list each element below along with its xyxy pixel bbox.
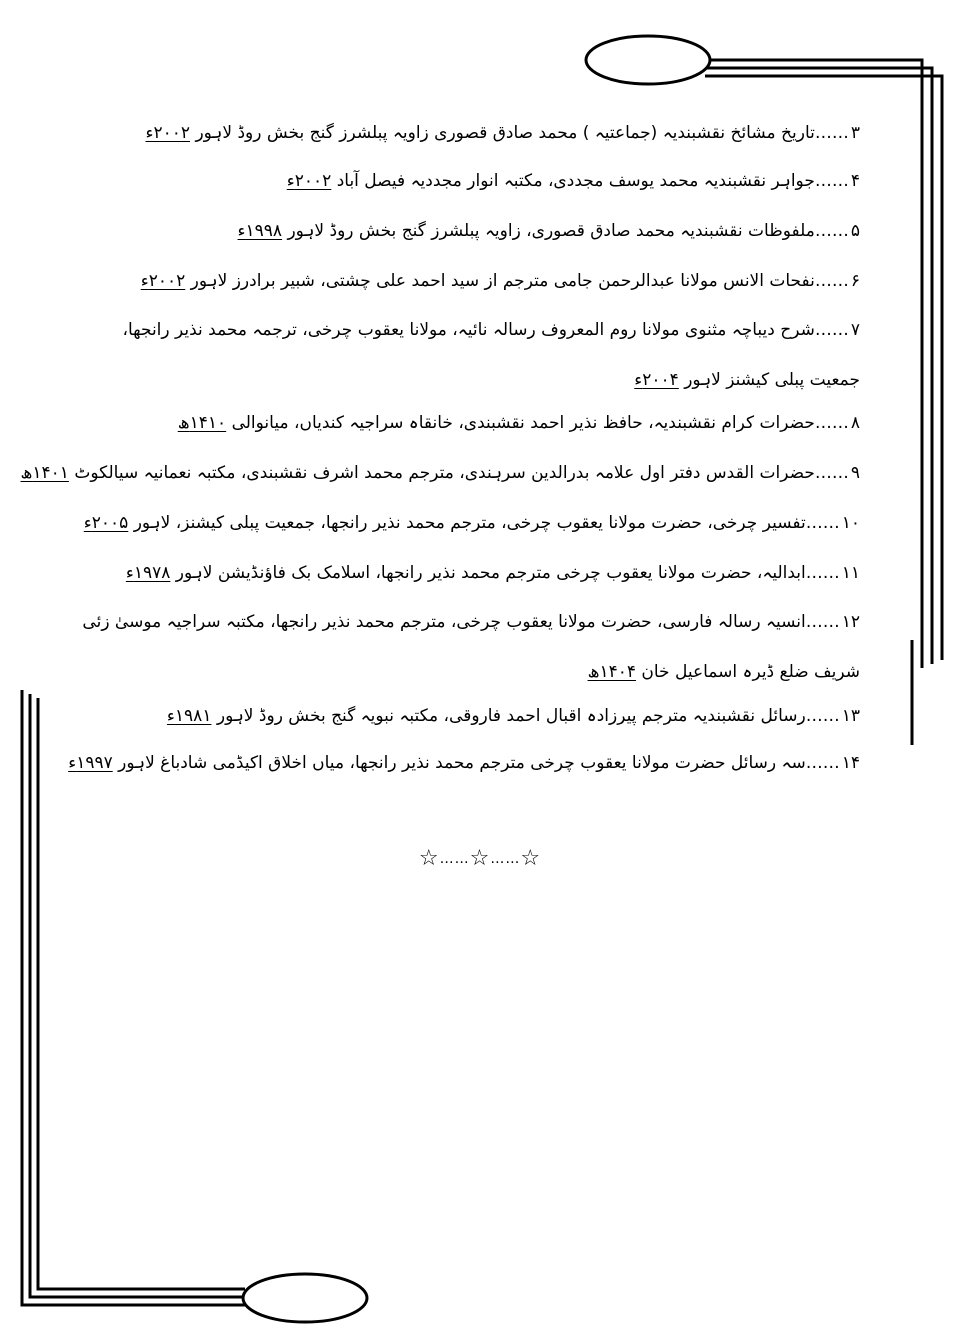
list-item <box>287 168 860 194</box>
list-item <box>126 560 860 586</box>
leader-dots: …… <box>805 706 840 726</box>
entry-year: ۲۰۰۴ء <box>634 370 679 390</box>
entry-year: ۲۰۰۵ء <box>83 513 129 533</box>
star-icon: ☆ <box>469 846 491 871</box>
entry-text: تاریخ مشائخ نقشبندیہ (جماعتیہ ) محمد صادق قصوری زاویہ پبلشرز گنج بخش روڈ لاہور <box>195 123 815 143</box>
leader-dots: …… <box>805 612 840 632</box>
entry-number: ۴ <box>850 171 860 191</box>
entry-text: سہ رسائل حضرت مولانا یعقوب چرخی مترجم محمد نذیر رانجھا، میاں اخلاق اکیڈمی شادباغ لاہور <box>118 753 806 773</box>
entry-number: ۶ <box>850 271 860 291</box>
entry-year: ۱۹۹۸ء <box>237 221 283 241</box>
entry-year: ۲۰۰۲ء <box>286 171 332 191</box>
list-item <box>84 510 860 536</box>
list-item <box>70 597 860 697</box>
entry-number: ۱۱ <box>841 563 860 583</box>
leader-dots: …… <box>814 123 849 143</box>
list-item <box>141 268 860 294</box>
entry-year: ۱۹۸۱ء <box>166 706 212 726</box>
entry-number: ۵ <box>850 221 860 241</box>
entry-number: ۱۰ <box>841 513 860 533</box>
leader-dots: …… <box>814 221 849 241</box>
ornament-dots: …… <box>490 851 521 867</box>
leader-dots: …… <box>814 463 849 483</box>
entry-number: ۹ <box>850 463 860 483</box>
leader-dots: …… <box>805 563 840 583</box>
bottom-ornament-oval <box>243 1274 367 1322</box>
entry-year: ۱۹۹۷ء <box>68 753 113 773</box>
entry-text: تفسیر چرخی، حضرت مولانا یعقوب چرخی، مترجم محمد نذیر رانجھا، جمعیت پبلی کیشنز، لاہور <box>133 513 806 533</box>
star-icon: ☆ <box>418 846 440 871</box>
entry-text: ملفوظات نقشبندیہ محمد صادق قصوری، زاویہ پبلشرز گنج بخش روڈ لاہور <box>287 221 815 241</box>
entry-text: نفحات الانس مولانا عبدالرحمن جامی مترجم از سید احمد علی چشتی، شبیر برادرز لاہور <box>190 271 815 291</box>
entry-number: ۱۳ <box>841 706 860 726</box>
entry-text: انسیہ رسالہ فارسی، حضرت مولانا یعقوب چرخی، مترجم محمد نذیر رانجھا، مکتبہ سراجیہ موسیٰ زئی شریف ضلع ڈیرہ اسماعیل خان <box>82 612 860 682</box>
list-item <box>68 750 860 776</box>
list-item <box>21 460 860 486</box>
entry-text: شرح دیباچہ مثنوی مولانا روم المعروف رسالہ نائیہ، مولانا یعقوب چرخی، ترجمہ محمد نذیر رانجھا، جمعیت پبلی کیشنز لاہور <box>122 320 860 390</box>
entry-text: حضرات کرام نقشبندیہ، حافظ نذیر احمد نقشبندی، خانقاہ سراجیہ کندیاں، میانوالی <box>231 413 815 433</box>
entry-number: ۷ <box>850 320 860 340</box>
top-ornament-oval <box>586 36 710 84</box>
entry-text: ابدالیہ، حضرت مولانا یعقوب چرخی مترجم محمد نذیر رانجھا، اسلامک بک فاؤنڈیشن لاہور <box>175 563 806 583</box>
list-item <box>178 410 860 436</box>
leader-dots: …… <box>814 320 849 340</box>
entry-year: ۲۰۰۲ء <box>145 123 191 143</box>
entry-number: ۳ <box>850 123 860 143</box>
list-item <box>146 120 861 146</box>
list-item <box>238 218 860 244</box>
entry-year: ۲۰۰۲ء <box>140 271 186 291</box>
entry-text: رسائل نقشبندیہ مترجم پیرزادہ اقبال احمد فاروقی، مکتبہ نبویہ گنج بخش روڈ لاہور <box>216 706 806 726</box>
leader-dots: …… <box>814 271 849 291</box>
entry-number: ۱۲ <box>841 612 860 632</box>
entry-year: ۱۹۷۸ء <box>125 563 171 583</box>
list-item <box>70 305 860 405</box>
leader-dots: …… <box>814 171 849 191</box>
list-item <box>167 703 860 729</box>
ornament-dots: …… <box>439 851 470 867</box>
entry-year: ۱۴۰۱ھ <box>20 463 69 483</box>
entry-year: ۱۴۱۰ھ <box>177 413 227 433</box>
leader-dots: …… <box>814 413 849 433</box>
leader-dots: …… <box>805 753 840 773</box>
entry-year: ۱۴۰۴ھ <box>587 662 636 682</box>
entry-text: حضرات القدس دفتر اول علامہ بدرالدین سرہندی، مترجم محمد اشرف نقشبندی، مکتبہ نعمانیہ سیالکوٹ <box>74 463 815 483</box>
entry-number: ۸ <box>850 413 860 433</box>
section-end-ornament <box>0 846 960 871</box>
entry-number: ۱۴ <box>841 753 860 773</box>
star-icon: ☆ <box>520 846 542 871</box>
entry-text: جواہر نقشبندیہ محمد یوسف مجددی، مکتبہ انوار مجددیہ فیصل آباد <box>336 171 815 191</box>
leader-dots: …… <box>805 513 840 533</box>
